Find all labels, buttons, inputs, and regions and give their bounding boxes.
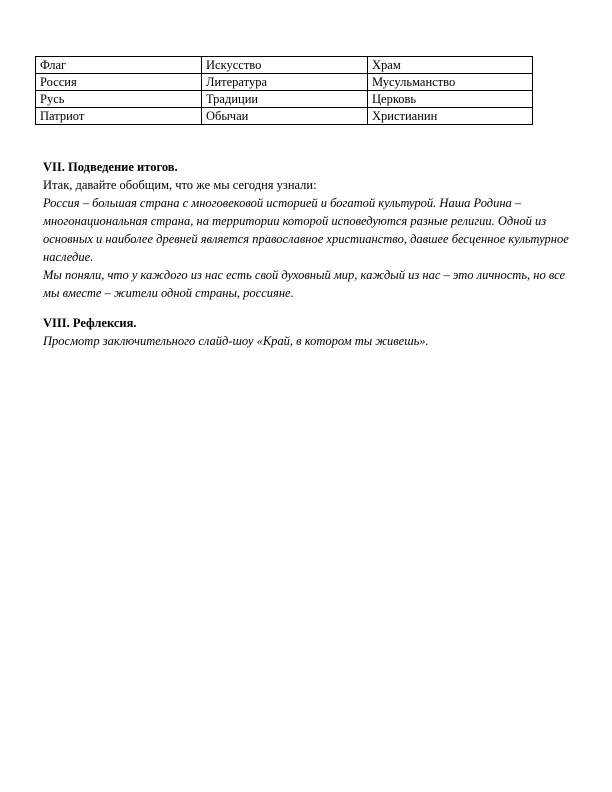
summary-heading: VII. Подведение итогов. [43, 160, 178, 174]
table-cell: Русь [36, 91, 202, 108]
summary-paragraph-1: Россия – большая страна с многовековой историей и богатой культурой. Наша Родина – многонациональная страна, на территории которой исповедуются разные религии. Одной из основных и наиболее древней является православное христианство, давшее бесценное культурное наследие. [43, 196, 569, 264]
table-cell: Мусульманство [368, 74, 533, 91]
table-cell: Обычаи [202, 108, 368, 125]
reflection-text: Просмотр заключительного слайд-шоу «Край, в котором ты живешь». [43, 334, 429, 348]
table-cell: Флаг [36, 57, 202, 74]
reflection-heading: VIII. Рефлексия. [43, 316, 137, 330]
table-cell: Христианин [368, 108, 533, 125]
table-cell: Россия [36, 74, 202, 91]
table-cell: Храм [368, 57, 533, 74]
summary-paragraph-2: Мы поняли, что у каждого из нас есть свой духовный мир, каждый из нас – это личность, но все мы вместе – жители одной страны, россияне. [43, 268, 566, 300]
table-cell: Литература [202, 74, 368, 91]
table-row [36, 57, 533, 74]
table-cell: Искусство [202, 57, 368, 74]
table-cell: Церковь [368, 91, 533, 108]
reflection-section [43, 314, 573, 350]
table-row [36, 91, 533, 108]
word-table [35, 56, 533, 125]
table-row [36, 74, 533, 91]
summary-section [43, 158, 573, 302]
table-cell: Патриот [36, 108, 202, 125]
summary-intro: Итак, давайте обобщим, что же мы сегодня узнали: [43, 178, 317, 192]
table-cell: Традиции [202, 91, 368, 108]
table-row [36, 108, 533, 125]
